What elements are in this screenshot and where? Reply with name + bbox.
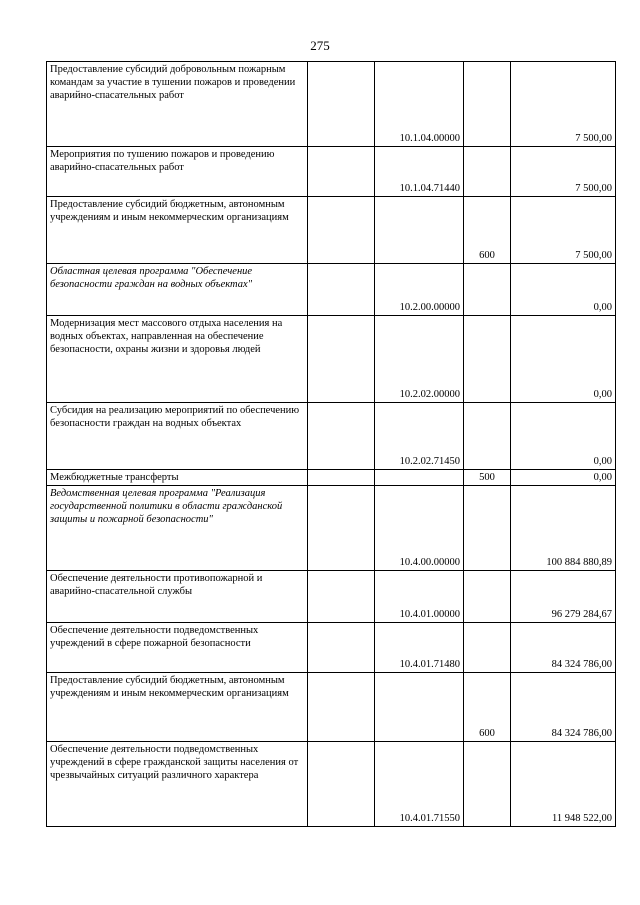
row-blank (308, 147, 375, 197)
row-sum: 100 884 880,89 (511, 486, 616, 571)
row-name: Обеспечение деятельности подведомственных учреждений в сфере гражданской защиты населения от чрезвычайных ситуаций различного характера (47, 742, 308, 827)
row-name: Ведомственная целевая программа "Реализация государственной политики в области гражданской защиты и пожарной безопасности" (47, 486, 308, 571)
row-blank (308, 486, 375, 571)
row-expense-type (464, 316, 511, 403)
row-blank (308, 571, 375, 623)
row-expense-type: 600 (464, 673, 511, 742)
row-code: 10.4.00.00000 (375, 486, 464, 571)
row-sum: 0,00 (511, 470, 616, 486)
row-sum: 96 279 284,67 (511, 571, 616, 623)
row-code (375, 470, 464, 486)
row-code (375, 673, 464, 742)
row-code: 10.4.01.71480 (375, 623, 464, 673)
row-blank (308, 623, 375, 673)
row-blank (308, 197, 375, 264)
row-code: 10.2.02.71450 (375, 403, 464, 470)
table-row (47, 623, 616, 673)
row-name: Обеспечение деятельности подведомственных учреждений в сфере пожарной безопасности (47, 623, 308, 673)
table-row (47, 264, 616, 316)
row-name: Предоставление субсидий добровольным пожарным командам за участие в тушении пожаров и проведении аварийно-спасательных работ (47, 62, 308, 147)
row-sum: 0,00 (511, 403, 616, 470)
row-name: Предоставление субсидий бюджетным, автономным учреждениям и иным некоммерческим организациям (47, 673, 308, 742)
row-name: Обеспечение деятельности противопожарной и аварийно-спасательной службы (47, 571, 308, 623)
row-name: Областная целевая программа "Обеспечение безопасности граждан на водных объектах" (47, 264, 308, 316)
row-sum: 7 500,00 (511, 62, 616, 147)
row-code: 10.1.04.00000 (375, 62, 464, 147)
row-blank (308, 316, 375, 403)
row-code: 10.1.04.71440 (375, 147, 464, 197)
row-name: Мероприятия по тушению пожаров и проведению аварийно-спасательных работ (47, 147, 308, 197)
row-expense-type (464, 571, 511, 623)
budget-table (46, 61, 616, 827)
row-name: Модернизация мест массового отдыха населения на водных объектах, направленная на обеспечение безопасности, охраны жизни и здоровья людей (47, 316, 308, 403)
row-expense-type (464, 147, 511, 197)
row-sum: 0,00 (511, 264, 616, 316)
row-code: 10.2.02.00000 (375, 316, 464, 403)
row-name: Субсидия на реализацию мероприятий по обеспечению безопасности граждан на водных объектах (47, 403, 308, 470)
row-expense-type (464, 264, 511, 316)
table-row (47, 403, 616, 470)
row-sum: 11 948 522,00 (511, 742, 616, 827)
row-blank (308, 470, 375, 486)
table-row (47, 197, 616, 264)
row-expense-type: 600 (464, 197, 511, 264)
table-row (47, 147, 616, 197)
table-row (47, 486, 616, 571)
row-blank (308, 264, 375, 316)
row-blank (308, 742, 375, 827)
row-blank (308, 673, 375, 742)
table-row (47, 571, 616, 623)
row-expense-type: 500 (464, 470, 511, 486)
row-name: Предоставление субсидий бюджетным, автономным учреждениям и иным некоммерческим организациям (47, 197, 308, 264)
row-sum: 84 324 786,00 (511, 673, 616, 742)
row-name: Межбюджетные трансферты (47, 470, 308, 486)
table-row (47, 742, 616, 827)
row-expense-type (464, 486, 511, 571)
row-code (375, 197, 464, 264)
row-sum: 7 500,00 (511, 197, 616, 264)
table-row (47, 62, 616, 147)
table-row (47, 673, 616, 742)
row-expense-type (464, 742, 511, 827)
row-blank (308, 62, 375, 147)
table-row (47, 316, 616, 403)
page-number: 275 (310, 38, 330, 53)
table-row (47, 470, 616, 486)
row-code: 10.4.01.00000 (375, 571, 464, 623)
row-sum: 0,00 (511, 316, 616, 403)
row-code: 10.2.00.00000 (375, 264, 464, 316)
row-sum: 7 500,00 (511, 147, 616, 197)
row-expense-type (464, 623, 511, 673)
row-expense-type (464, 403, 511, 470)
row-expense-type (464, 62, 511, 147)
row-blank (308, 403, 375, 470)
row-code: 10.4.01.71550 (375, 742, 464, 827)
row-sum: 84 324 786,00 (511, 623, 616, 673)
